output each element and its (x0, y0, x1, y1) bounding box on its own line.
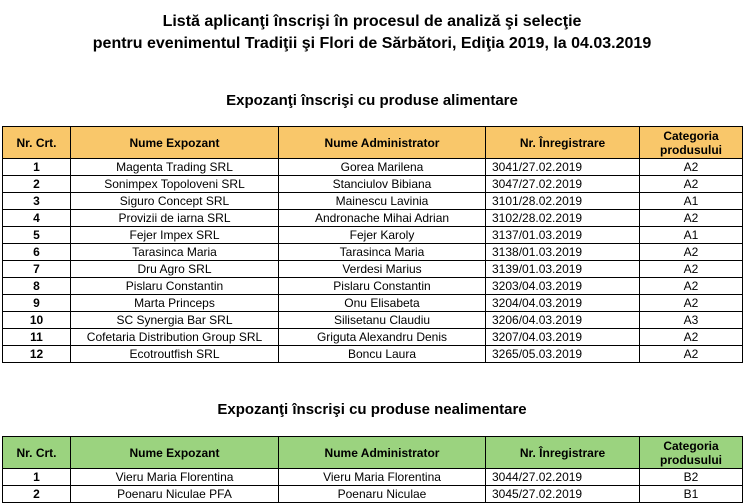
cell-category[interactable]: A3 (640, 312, 743, 329)
cell-nr[interactable]: 1 (3, 159, 71, 176)
cell-exhibitor[interactable]: Dru Agro SRL (71, 261, 279, 278)
cell-registration[interactable]: 3047/27.02.2019 (486, 176, 640, 193)
food-section-title: Expozanţi înscrişi cu produse alimentare (226, 92, 518, 109)
cell-administrator[interactable]: Verdesi Marius (279, 261, 486, 278)
cell-category[interactable]: A2 (640, 329, 743, 346)
cell-category[interactable]: A1 (640, 193, 743, 210)
cell-registration[interactable]: 3101/28.02.2019 (486, 193, 640, 210)
cell-administrator[interactable]: Fejer Karoly (279, 227, 486, 244)
cell-nr[interactable]: 6 (3, 244, 71, 261)
cell-administrator[interactable]: Pislaru Constantin (279, 278, 486, 295)
table-header-row (3, 127, 743, 159)
cell-registration[interactable]: 3206/04.03.2019 (486, 312, 640, 329)
cell-registration[interactable]: 3207/04.03.2019 (486, 329, 640, 346)
cell-registration[interactable]: 3138/01.03.2019 (486, 244, 640, 261)
col-header-nr[interactable]: Nr. Crt. (3, 437, 71, 469)
cell-category[interactable]: A2 (640, 261, 743, 278)
cell-registration[interactable]: 3045/27.02.2019 (486, 486, 640, 503)
col-header-category[interactable]: Categoria produsului (640, 127, 743, 159)
cell-exhibitor[interactable]: Sonimpex Topoloveni SRL (71, 176, 279, 193)
table-row (3, 329, 743, 346)
cell-category[interactable]: B1 (640, 486, 743, 503)
cell-nr[interactable]: 11 (3, 329, 71, 346)
cell-registration[interactable]: 3265/05.03.2019 (486, 346, 640, 363)
table-row (3, 261, 743, 278)
cell-administrator[interactable]: Gorea Marilena (279, 159, 486, 176)
cell-registration[interactable]: 3204/04.03.2019 (486, 295, 640, 312)
cell-administrator[interactable]: Boncu Laura (279, 346, 486, 363)
cell-category[interactable]: A2 (640, 295, 743, 312)
table-row (3, 278, 743, 295)
cell-administrator[interactable]: Tarasinca Maria (279, 244, 486, 261)
cell-administrator[interactable]: Griguta Alexandru Denis (279, 329, 486, 346)
cell-registration[interactable]: 3137/01.03.2019 (486, 227, 640, 244)
cell-registration[interactable]: 3041/27.02.2019 (486, 159, 640, 176)
nonfood-section-title: Expozanţi înscrişi cu produse nealimentare (217, 401, 527, 418)
cell-nr[interactable]: 9 (3, 295, 71, 312)
cell-nr[interactable]: 8 (3, 278, 71, 295)
table-row (3, 469, 743, 486)
table-row (3, 244, 743, 261)
col-header-category[interactable]: Categoria produsului (640, 437, 743, 469)
cell-exhibitor[interactable]: Cofetaria Distribution Group SRL (71, 329, 279, 346)
cell-category[interactable]: A1 (640, 227, 743, 244)
cell-nr[interactable]: 2 (3, 486, 71, 503)
col-header-exhibitor[interactable]: Nume Expozant (71, 127, 279, 159)
col-header-registration[interactable]: Nr. Înregistrare (486, 127, 640, 159)
cell-exhibitor[interactable]: SC Synergia Bar SRL (71, 312, 279, 329)
cell-registration[interactable]: 3139/01.03.2019 (486, 261, 640, 278)
table-row (3, 295, 743, 312)
cell-exhibitor[interactable]: Provizii de iarna SRL (71, 210, 279, 227)
cell-category[interactable]: B2 (640, 469, 743, 486)
cell-exhibitor[interactable]: Marta Princeps (71, 295, 279, 312)
cell-exhibitor[interactable]: Vieru Maria Florentina (71, 469, 279, 486)
cell-category[interactable]: A2 (640, 278, 743, 295)
cell-registration[interactable]: 3044/27.02.2019 (486, 469, 640, 486)
cell-nr[interactable]: 3 (3, 193, 71, 210)
cell-exhibitor[interactable]: Fejer Impex SRL (71, 227, 279, 244)
table-row (3, 346, 743, 363)
cell-exhibitor[interactable]: Poenaru Niculae PFA (71, 486, 279, 503)
cell-nr[interactable]: 10 (3, 312, 71, 329)
cell-administrator[interactable]: Onu Elisabeta (279, 295, 486, 312)
col-header-registration[interactable]: Nr. Înregistrare (486, 437, 640, 469)
cell-administrator[interactable]: Vieru Maria Florentina (279, 469, 486, 486)
cell-nr[interactable]: 4 (3, 210, 71, 227)
table-row (3, 159, 743, 176)
table-row (3, 227, 743, 244)
col-header-exhibitor[interactable]: Nume Expozant (71, 437, 279, 469)
col-header-nr[interactable]: Nr. Crt. (3, 127, 71, 159)
cell-administrator[interactable]: Mainescu Lavinia (279, 193, 486, 210)
cell-administrator[interactable]: Silisetanu Claudiu (279, 312, 486, 329)
cell-category[interactable]: A2 (640, 159, 743, 176)
table-row (3, 312, 743, 329)
table-row (3, 193, 743, 210)
cell-nr[interactable]: 12 (3, 346, 71, 363)
cell-category[interactable]: A2 (640, 346, 743, 363)
cell-nr[interactable]: 1 (3, 469, 71, 486)
cell-administrator[interactable]: Poenaru Niculae (279, 486, 486, 503)
food-exhibitors-table (2, 126, 743, 363)
cell-exhibitor[interactable]: Ecotroutfish SRL (71, 346, 279, 363)
cell-category[interactable]: A2 (640, 176, 743, 193)
cell-nr[interactable]: 2 (3, 176, 71, 193)
cell-exhibitor[interactable]: Tarasinca Maria (71, 244, 279, 261)
cell-nr[interactable]: 5 (3, 227, 71, 244)
cell-nr[interactable]: 7 (3, 261, 71, 278)
table-row (3, 210, 743, 227)
table-row (3, 176, 743, 193)
cell-exhibitor[interactable]: Magenta Trading SRL (71, 159, 279, 176)
col-header-administrator[interactable]: Nume Administrator (279, 127, 486, 159)
table-header-row (3, 437, 743, 469)
cell-registration[interactable]: 3102/28.02.2019 (486, 210, 640, 227)
document-title-line1: Listă aplicanţi înscrişi în procesul de analiză şi selecţie (162, 13, 582, 30)
cell-exhibitor[interactable]: Siguro Concept SRL (71, 193, 279, 210)
cell-administrator[interactable]: Andronache Mihai Adrian (279, 210, 486, 227)
cell-category[interactable]: A2 (640, 244, 743, 261)
cell-administrator[interactable]: Stanciulov Bibiana (279, 176, 486, 193)
document-title-line2: pentru evenimentul Tradiţii şi Flori de Sărbători, Ediţia 2019, la 04.03.2019 (92, 35, 652, 52)
nonfood-exhibitors-table (2, 436, 743, 503)
cell-exhibitor[interactable]: Pislaru Constantin (71, 278, 279, 295)
cell-category[interactable]: A2 (640, 210, 743, 227)
col-header-administrator[interactable]: Nume Administrator (279, 437, 486, 469)
cell-registration[interactable]: 3203/04.03.2019 (486, 278, 640, 295)
